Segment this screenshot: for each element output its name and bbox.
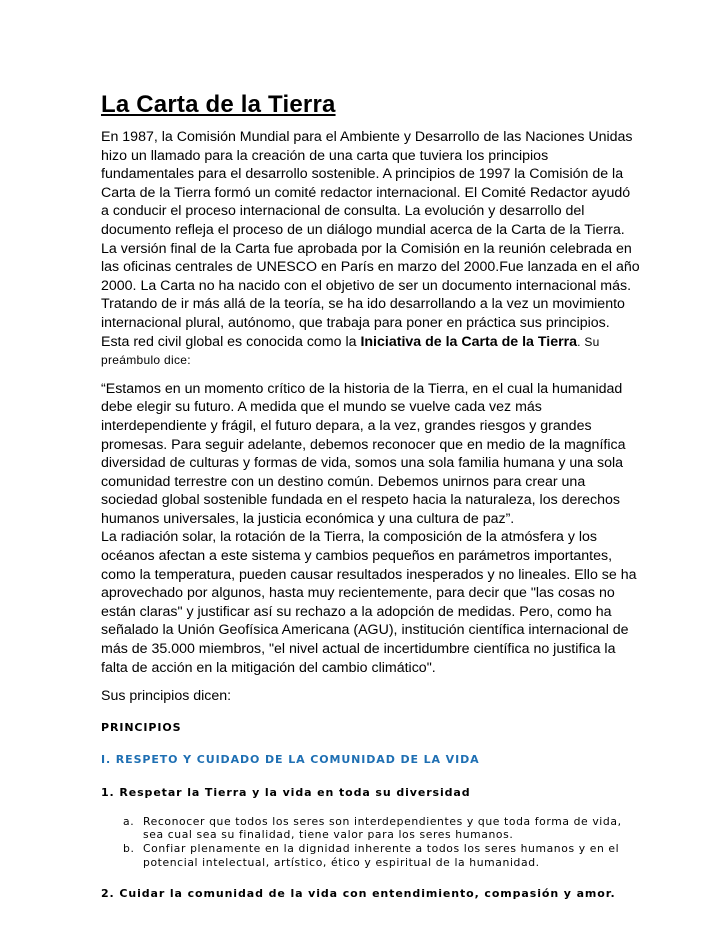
document-page [101,90,641,901]
principle-item-1: 1. Respetar la Tierra y la vida en toda su diversidad [101,785,471,799]
intro-text: En 1987, la Comisión Mundial para el Ambiente y Desarrollo de las Naciones Unidas hizo un llamado para la creación de una carta que tuviera los principios fundamentales para el desarrollo sostenible. A principios de 1997 la Comisión de la Carta de la Tierra formó un comité redactor internacional. El Comité Redactor ayudó a conducir el proceso internacional de consulta. La evolución y desarrollo del documento refleja el proceso de un diálogo mundial acerca de la Carta de la Tierra. La versión final de la Carta fue aprobada por la Comisión en la reunión celebrada en las oficinas centrales de UNESCO en París en marzo del 2000.Fue lanzada en el año 2000. La Carta no ha nacido con el objetivo de ser un documento internacional más. Tratando de ir más allá de la teoría, se ha ido desarrollando a la vez un movimiento internacional plural, autónomo, que trabaja para poner en práctica sus principios. Esta red civil global es conocida como la [101,129,640,350]
intro-tail: . Su preámbulo dice: [101,334,600,368]
page-title: La Carta de la Tierra [101,91,336,118]
list-item [101,815,641,842]
principles-intro: Sus principios dicen: [101,688,232,705]
principle-item-2: 2. Cuidar la comunidad de la vida con entendimiento, compasión y amor. [101,887,616,901]
sub-item-list [101,815,641,869]
list-marker: b. [123,842,135,855]
list-marker: a. [123,814,135,828]
principles-heading: PRINCIPIOS [101,720,182,734]
intro-paragraph [101,128,641,370]
radiation-paragraph: La radiación solar, la rotación de la Tierra, la composición de la atmósfera y los océanos afectan a este sistema y cambios pequeños en parámetros importantes, como la temperatura, pueden causar resultados inesperados y no lineales. Ello se ha aprovechado por algunos, hasta muy recientemente, para decir que "las cosas no están claras" y justificar así su rechazo a la adopción de medidas. Pero, como ha señalado la Unión Geofísica Americana (AGU), institución científica internacional de más de 35.000 miembros, "el nivel actual de incertidumbre científica no justifica la falta de acción en la mitigación del cambio climático". [101,529,637,676]
quote-paragraph: “Estamos en un momento crítico de la historia de la Tierra, en el cual la humanidad debe elegir su futuro. A medida que el mundo se vuelve cada vez más interdependiente y frágil, el futuro depara, a la vez, grandes riesgos y grandes promesas. Para seguir adelante, debemos reconocer que en medio de la magnífica diversidad de culturas y formas de vida, somos una sola familia humana y una sola comunidad terrestre con un destino común. Debemos unirnos para crear una sociedad global sostenible fundada en el respeto hacia la naturaleza, los derechos humanos universales, la justicia económica y una cultura de paz”. [101,380,626,527]
list-item-text: Confiar plenamente en la dignidad inherente a todos los seres humanos y en el potencial intelectual, artístico, ético y espiritual de la humanidad. [143,842,620,869]
section-heading: I. RESPETO Y CUIDADO DE LA COMUNIDAD DE LA VIDA [101,752,480,766]
list-item [101,842,641,869]
list-item-text: Reconocer que todos los seres son interdependientes y que toda forma de vida, sea cual sea su finalidad, tiene valor para los seres humanos. [143,814,622,842]
intro-bold-text: Iniciativa de la Carta de la Tierra [360,333,578,350]
